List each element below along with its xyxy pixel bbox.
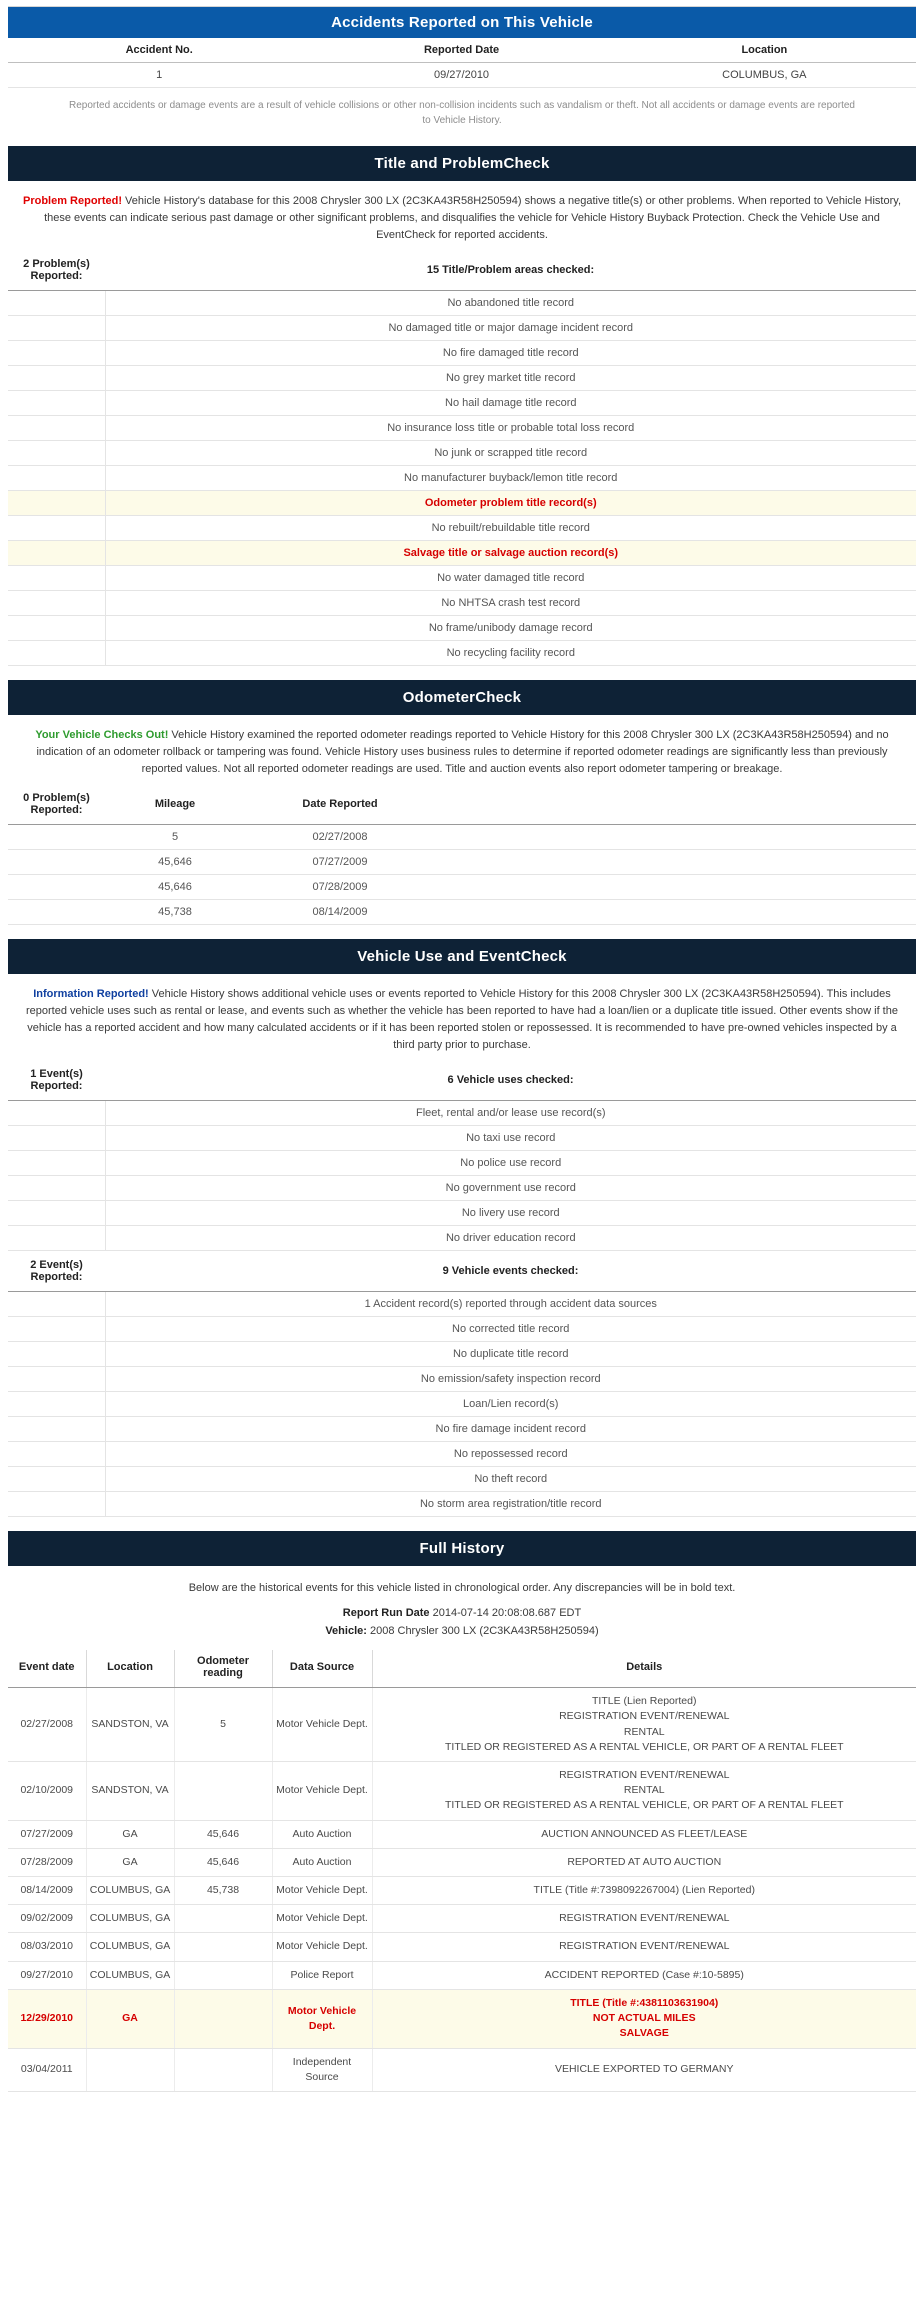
list-item (8, 516, 916, 541)
vehicle-use-section (8, 939, 916, 1517)
check-item-label: No frame/unibody damage record (105, 616, 916, 641)
list-item (8, 441, 916, 466)
history-location: SANDSTON, VA (86, 1688, 174, 1762)
spacer-cell (8, 1317, 105, 1342)
vehicle-events-header-label: 9 Vehicle events checked: (105, 1255, 916, 1292)
history-source: Motor Vehicle Dept. (272, 1877, 372, 1905)
odometer-col-mileage: Mileage (105, 788, 245, 825)
check-item-label: No taxi use record (105, 1126, 916, 1151)
list-item (8, 591, 916, 616)
vehicle-value: 2008 Chrysler 300 LX (2C3KA43R58H250594) (369, 1625, 599, 1638)
check-item-label: No hail damage title record (105, 391, 916, 416)
check-item-label: 1 Accident record(s) reported through accident data sources (105, 1292, 916, 1317)
spacer-cell (435, 900, 916, 925)
odometer-check-header: OdometerCheck (8, 680, 916, 715)
check-item-label: No rebuilt/rebuildable title record (105, 516, 916, 541)
spacer-cell (8, 366, 105, 391)
history-odometer (174, 1933, 272, 1961)
vehicle-history-report (0, 6, 924, 2102)
vehicle-events-count: 2 Event(s) Reported: (8, 1255, 105, 1292)
check-item-label: No fire damage incident record (105, 1417, 916, 1442)
title-problem-check-intro (8, 181, 916, 254)
history-details: TITLE (Title #:4381103631904) NOT ACTUAL MILES SALVAGE (372, 1989, 916, 2048)
spacer-cell (8, 391, 105, 416)
spacer-cell (8, 1492, 105, 1517)
history-source: Independent Source (272, 2048, 372, 2091)
history-location: GA (86, 1989, 174, 2048)
odometer-mileage: 45,646 (105, 850, 245, 875)
history-source: Motor Vehicle Dept. (272, 1989, 372, 2048)
information-reported-lead: Information Reported! (33, 988, 149, 1001)
odometer-check-section (8, 680, 916, 925)
title-problem-check-section (8, 146, 916, 666)
check-item-label: No fire damaged title record (105, 341, 916, 366)
vehicle-events-header-row (8, 1255, 916, 1292)
accidents-table (8, 38, 916, 88)
accident-date: 09/27/2010 (310, 63, 612, 88)
spacer-cell (8, 1467, 105, 1492)
check-item-label: Fleet, rental and/or lease use record(s) (105, 1101, 916, 1126)
odometer-mileage: 5 (105, 825, 245, 850)
history-location: COLUMBUS, GA (86, 1905, 174, 1933)
list-item (8, 1442, 916, 1467)
vehicle-use-header: Vehicle Use and EventCheck (8, 939, 916, 974)
list-item (8, 1226, 916, 1251)
accidents-col-date: Reported Date (310, 38, 612, 63)
list-item (8, 1101, 916, 1126)
check-item-label: No duplicate title record (105, 1342, 916, 1367)
check-item-label: No corrected title record (105, 1317, 916, 1342)
vehicle-uses-count: 1 Event(s) Reported: (8, 1064, 105, 1101)
check-item-label: No emission/safety inspection record (105, 1367, 916, 1392)
odometer-ok-lead: Your Vehicle Checks Out! (35, 729, 169, 742)
odometer-date: 08/14/2009 (245, 900, 435, 925)
report-run-date-label: Report Run Date (342, 1607, 430, 1620)
list-item (8, 1342, 916, 1367)
vehicle-uses-header-row (8, 1064, 916, 1101)
history-odometer: 45,738 (174, 1877, 272, 1905)
history-date: 07/28/2009 (8, 1848, 86, 1876)
check-item-label: No abandoned title record (105, 291, 916, 316)
history-source: Motor Vehicle Dept. (272, 1688, 372, 1762)
odometer-col-blank (435, 788, 916, 825)
report-run-date-value: 2014-07-14 20:08:08.687 EDT (432, 1607, 582, 1620)
list-item (8, 1417, 916, 1442)
table-row (8, 63, 916, 88)
list-item (8, 641, 916, 666)
check-item-label: No driver education record (105, 1226, 916, 1251)
history-details: REGISTRATION EVENT/RENEWAL (372, 1905, 916, 1933)
history-location: COLUMBUS, GA (86, 1961, 174, 1989)
full-history-note: Below are the historical events for this vehicle listed in chronological order. Any discrepancies will be in bold text. (188, 1582, 736, 1595)
spacer-cell (8, 1367, 105, 1392)
list-item (8, 416, 916, 441)
title-problem-count: 2 Problem(s) Reported: (8, 254, 105, 291)
history-odometer (174, 1989, 272, 2048)
list-item-flagged (8, 491, 916, 516)
accident-no: 1 (8, 63, 310, 88)
title-problem-check-header: Title and ProblemCheck (8, 146, 916, 181)
spacer-cell (8, 466, 105, 491)
list-item (8, 1151, 916, 1176)
check-item-label: No grey market title record (105, 366, 916, 391)
list-item (8, 1467, 916, 1492)
title-areas-header: 15 Title/Problem areas checked: (105, 254, 916, 291)
list-item (8, 1292, 916, 1317)
odometer-problem-count: 0 Problem(s) Reported: (8, 788, 105, 825)
full-history-header-row (8, 1650, 916, 1688)
spacer-cell (8, 641, 105, 666)
table-row (8, 1688, 916, 1762)
check-item-label: No police use record (105, 1151, 916, 1176)
check-item-label: No insurance loss title or probable total loss record (105, 416, 916, 441)
spacer-cell (8, 1101, 105, 1126)
vehicle-uses-header-label: 6 Vehicle uses checked: (105, 1064, 916, 1101)
accidents-col-location: Location (613, 38, 916, 63)
spacer-cell (8, 1176, 105, 1201)
history-date: 02/10/2009 (8, 1761, 86, 1820)
spacer-cell (8, 1442, 105, 1467)
vehicle-use-intro (8, 974, 916, 1064)
history-details: ACCIDENT REPORTED (Case #:10-5895) (372, 1961, 916, 1989)
list-item (8, 316, 916, 341)
spacer-cell (8, 1201, 105, 1226)
history-location: GA (86, 1820, 174, 1848)
spacer-cell (435, 825, 916, 850)
list-item (8, 466, 916, 491)
spacer-cell (8, 566, 105, 591)
history-source: Motor Vehicle Dept. (272, 1905, 372, 1933)
check-item-label: Loan/Lien record(s) (105, 1392, 916, 1417)
history-odometer (174, 2048, 272, 2091)
table-row (8, 2048, 916, 2091)
problem-reported-lead: Problem Reported! (22, 195, 122, 207)
history-details: TITLE (Lien Reported) REGISTRATION EVENT/RENEWAL RENTAL TITLED OR REGISTERED AS A RENTAL VEHICLE, OR PART OF A RENTAL FLEET (372, 1688, 916, 1762)
spacer-cell (8, 1342, 105, 1367)
odometer-date: 02/27/2008 (245, 825, 435, 850)
spacer-cell (8, 516, 105, 541)
history-date: 09/02/2009 (8, 1905, 86, 1933)
history-location: GA (86, 1848, 174, 1876)
check-item-label: No storm area registration/title record (105, 1492, 916, 1517)
check-item-label: No livery use record (105, 1201, 916, 1226)
history-details: REGISTRATION EVENT/RENEWAL (372, 1933, 916, 1961)
history-details: REGISTRATION EVENT/RENEWAL RENTAL TITLED OR REGISTERED AS A RENTAL VEHICLE, OR PART OF A RENTAL FLEET (372, 1761, 916, 1820)
spacer-cell (8, 850, 105, 875)
report-run-date (8, 1604, 916, 1622)
check-item-label: No repossessed record (105, 1442, 916, 1467)
history-details: REPORTED AT AUTO AUCTION (372, 1848, 916, 1876)
odometer-date: 07/27/2009 (245, 850, 435, 875)
spacer-cell (8, 1417, 105, 1442)
odometer-header-row (8, 788, 916, 825)
odometer-check-intro (8, 715, 916, 788)
accidents-section (8, 6, 916, 132)
history-col-location: Location (86, 1650, 174, 1688)
title-check-header-row (8, 254, 916, 291)
history-source: Motor Vehicle Dept. (272, 1761, 372, 1820)
vehicle-use-intro-text: Vehicle History shows additional vehicle uses or events reported to Vehicle History for this 2008 Chrysler 300 LX (2C3KA43R58H250594). This includes reported vehicle uses such as rental or lease, and events such as whether the vehicle has been reported to have had a loan/lien or a duplicate title issued. Other events show if the vehicle has a reported accident and how many calculated accidents or if it has been reported stolen or repossessed. It is recommended to have pre-owned vehicles inspected by a third party prior to purchase. (26, 988, 898, 1052)
spacer-cell (8, 441, 105, 466)
title-problem-check-intro-text: Vehicle History's database for this 2008 Chrysler 300 LX (2C3KA43R58H250594) shows a negative title(s) or other problems. When reported to Vehicle History, these events can indicate serious past damage or other significant problems, and disqualifies the vehicle for Vehicle History Buyback Protection. Check the Vehicle Use and EventCheck for reported accidents. (44, 195, 902, 242)
history-col-source: Data Source (272, 1650, 372, 1688)
check-item-label: No government use record (105, 1176, 916, 1201)
list-item (8, 1126, 916, 1151)
table-row (8, 1877, 916, 1905)
history-date: 08/14/2009 (8, 1877, 86, 1905)
spacer-cell (435, 850, 916, 875)
table-row (8, 1933, 916, 1961)
history-odometer (174, 1761, 272, 1820)
history-location: COLUMBUS, GA (86, 1877, 174, 1905)
odometer-date: 07/28/2009 (245, 875, 435, 900)
accidents-header-row (8, 38, 916, 63)
spacer-cell (8, 875, 105, 900)
table-row (8, 1820, 916, 1848)
spacer-cell (8, 341, 105, 366)
history-col-date: Event date (8, 1650, 86, 1688)
list-item-flagged (8, 541, 916, 566)
history-date: 12/29/2010 (8, 1989, 86, 2048)
history-date: 08/03/2010 (8, 1933, 86, 1961)
spacer-cell (8, 616, 105, 641)
list-item (8, 1176, 916, 1201)
spacer-cell (8, 825, 105, 850)
spacer-cell (8, 900, 105, 925)
check-item-label: Salvage title or salvage auction record(s) (105, 541, 916, 566)
spacer-cell (8, 1226, 105, 1251)
history-details: AUCTION ANNOUNCED AS FLEET/LEASE (372, 1820, 916, 1848)
history-location: COLUMBUS, GA (86, 1933, 174, 1961)
odometer-mileage: 45,646 (105, 875, 245, 900)
history-source: Police Report (272, 1961, 372, 1989)
history-odometer: 5 (174, 1688, 272, 1762)
vehicle-uses-table (8, 1064, 916, 1251)
list-item (8, 1492, 916, 1517)
history-date: 02/27/2008 (8, 1688, 86, 1762)
check-item-label: No water damaged title record (105, 566, 916, 591)
history-odometer (174, 1961, 272, 1989)
history-location (86, 2048, 174, 2091)
history-details: TITLE (Title #:7398092267004) (Lien Reported) (372, 1877, 916, 1905)
list-item (8, 616, 916, 641)
list-item (8, 1392, 916, 1417)
table-row (8, 1905, 916, 1933)
check-item-label: No theft record (105, 1467, 916, 1492)
list-item (8, 1317, 916, 1342)
spacer-cell (8, 1151, 105, 1176)
odometer-col-date: Date Reported (245, 788, 435, 825)
spacer-cell (8, 591, 105, 616)
check-item-label: No NHTSA crash test record (105, 591, 916, 616)
table-row (8, 825, 916, 850)
accidents-note: Reported accidents or damage events are a result of vehicle collisions or other non-collision incidents such as vandalism or theft. Not all accidents or damage events are reported to Vehicle History. (69, 100, 855, 126)
vehicle-line (8, 1622, 916, 1640)
history-location: SANDSTON, VA (86, 1761, 174, 1820)
table-row (8, 1848, 916, 1876)
history-date: 09/27/2010 (8, 1961, 86, 1989)
accident-location: COLUMBUS, GA (613, 63, 916, 88)
table-row (8, 875, 916, 900)
spacer-cell (8, 416, 105, 441)
history-date: 03/04/2011 (8, 2048, 86, 2091)
history-source: Auto Auction (272, 1848, 372, 1876)
history-source: Auto Auction (272, 1820, 372, 1848)
history-col-details: Details (372, 1650, 916, 1688)
list-item (8, 291, 916, 316)
odometer-mileage: 45,738 (105, 900, 245, 925)
history-col-odometer: Odometer reading (174, 1650, 272, 1688)
spacer-cell (8, 1392, 105, 1417)
table-row-flagged (8, 1989, 916, 2048)
spacer-cell (8, 1126, 105, 1151)
accidents-col-no: Accident No. (8, 38, 310, 63)
odometer-check-intro-text: Vehicle History examined the reported odometer readings reported to Vehicle History for this 2008 Chrysler 300 LX (2C3KA43R58H250594) and no indication of an odometer rollback or tampering was found. Vehicle History uses business rules to determine if reported odometer readings are significantly less than previously reported values. Not all reported odometer readings are used. Title and auction events also report odometer tampering or breakage. (36, 729, 889, 776)
check-item-label: No damaged title or major damage incident record (105, 316, 916, 341)
list-item (8, 366, 916, 391)
spacer-cell (8, 316, 105, 341)
history-date: 07/27/2009 (8, 1820, 86, 1848)
check-item-label: No junk or scrapped title record (105, 441, 916, 466)
history-odometer: 45,646 (174, 1848, 272, 1876)
full-history-header: Full History (8, 1531, 916, 1566)
spacer-cell (435, 875, 916, 900)
spacer-cell (8, 541, 105, 566)
list-item (8, 341, 916, 366)
full-history-table (8, 1650, 916, 2092)
check-item-label: No recycling facility record (105, 641, 916, 666)
check-item-label: No manufacturer buyback/lemon title record (105, 466, 916, 491)
table-row (8, 850, 916, 875)
odometer-table (8, 788, 916, 925)
accidents-header: Accidents Reported on This Vehicle (8, 7, 916, 38)
spacer-cell (8, 291, 105, 316)
table-row (8, 900, 916, 925)
title-problem-check-table (8, 254, 916, 666)
list-item (8, 391, 916, 416)
list-item (8, 1367, 916, 1392)
history-details: VEHICLE EXPORTED TO GERMANY (372, 2048, 916, 2091)
vehicle-label: Vehicle: (325, 1625, 367, 1638)
table-row (8, 1761, 916, 1820)
check-item-label: Odometer problem title record(s) (105, 491, 916, 516)
list-item (8, 566, 916, 591)
history-odometer (174, 1905, 272, 1933)
spacer-cell (8, 491, 105, 516)
history-source: Motor Vehicle Dept. (272, 1933, 372, 1961)
full-history-section (8, 1531, 916, 2092)
list-item (8, 1201, 916, 1226)
vehicle-events-table (8, 1255, 916, 1517)
spacer-cell (8, 1292, 105, 1317)
history-odometer: 45,646 (174, 1820, 272, 1848)
table-row (8, 1961, 916, 1989)
